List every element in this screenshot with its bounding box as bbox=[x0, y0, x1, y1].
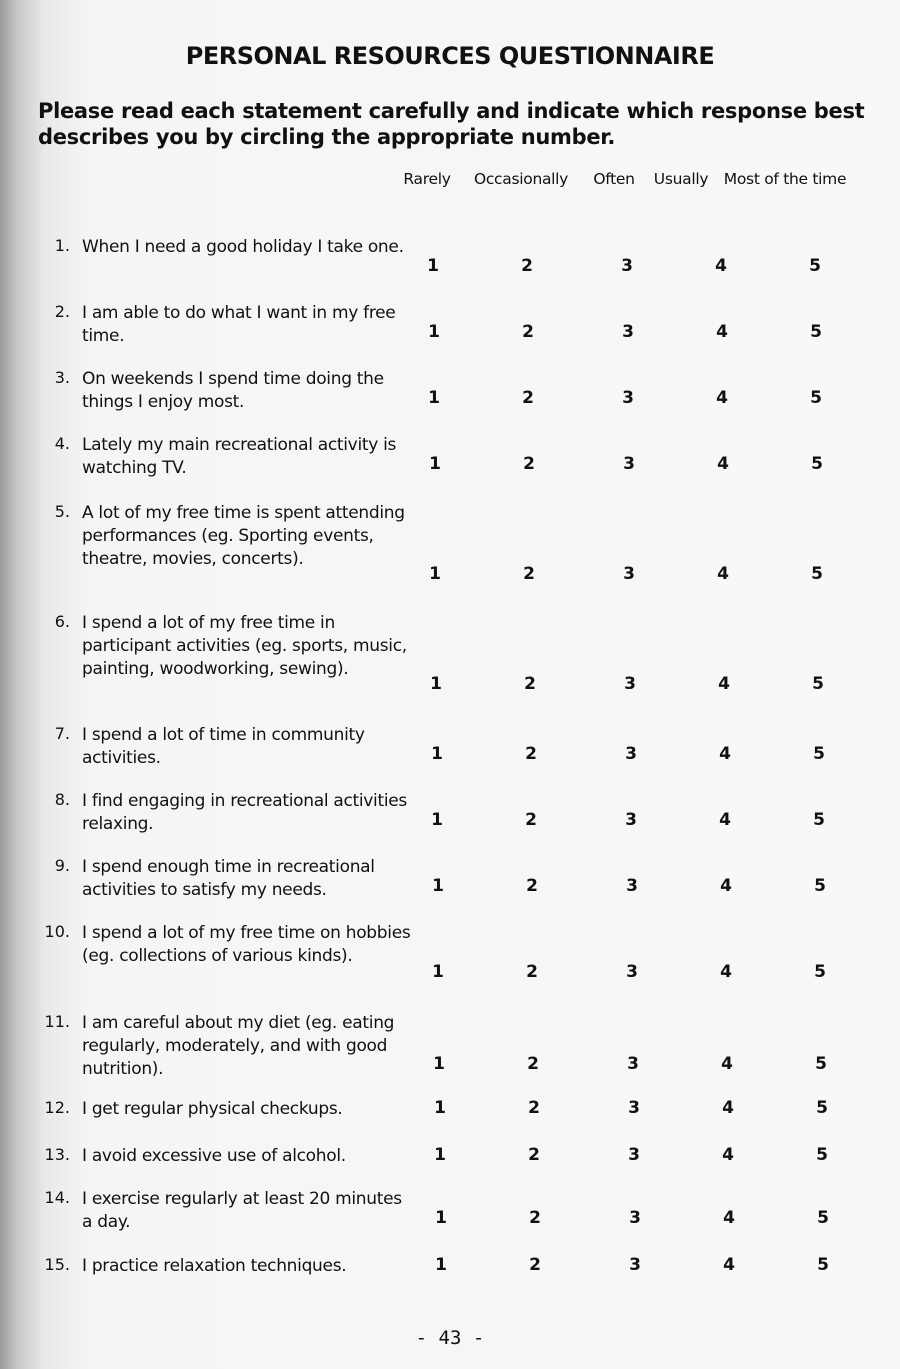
question-number: 1. bbox=[54, 236, 70, 255]
response-option-4[interactable]: 4 bbox=[716, 388, 728, 408]
response-option-1[interactable]: 1 bbox=[431, 810, 443, 830]
response-option-3[interactable]: 3 bbox=[623, 564, 635, 584]
response-option-2[interactable]: 2 bbox=[525, 810, 537, 830]
question-number: 4. bbox=[54, 434, 70, 453]
response-option-5[interactable]: 5 bbox=[812, 674, 824, 694]
response-option-5[interactable]: 5 bbox=[813, 744, 825, 764]
response-option-5[interactable]: 5 bbox=[814, 962, 826, 982]
response-option-4[interactable]: 4 bbox=[722, 1145, 734, 1165]
response-option-3[interactable]: 3 bbox=[629, 1255, 641, 1275]
response-option-1[interactable]: 1 bbox=[428, 322, 440, 342]
response-option-5[interactable]: 5 bbox=[816, 1098, 828, 1118]
response-option-3[interactable]: 3 bbox=[626, 962, 638, 982]
question-number: 13. bbox=[44, 1145, 70, 1164]
response-option-3[interactable]: 3 bbox=[629, 1208, 641, 1228]
response-option-1[interactable]: 1 bbox=[427, 256, 439, 276]
response-option-1[interactable]: 1 bbox=[432, 962, 444, 982]
response-option-2[interactable]: 2 bbox=[527, 1054, 539, 1074]
response-option-4[interactable]: 4 bbox=[717, 564, 729, 584]
response-option-3[interactable]: 3 bbox=[623, 454, 635, 474]
response-option-4[interactable]: 4 bbox=[719, 744, 731, 764]
response-option-5[interactable]: 5 bbox=[809, 256, 821, 276]
response-option-1[interactable]: 1 bbox=[434, 1098, 446, 1118]
response-option-3[interactable]: 3 bbox=[622, 388, 634, 408]
question-number: 15. bbox=[44, 1255, 70, 1274]
question-number: 9. bbox=[54, 856, 70, 875]
response-option-5[interactable]: 5 bbox=[810, 322, 822, 342]
response-option-2[interactable]: 2 bbox=[522, 388, 534, 408]
scale-label-occasionally: Occasionally bbox=[473, 170, 569, 188]
response-option-1[interactable]: 1 bbox=[435, 1255, 447, 1275]
response-option-2[interactable]: 2 bbox=[528, 1145, 540, 1165]
response-option-2[interactable]: 2 bbox=[524, 674, 536, 694]
response-option-4[interactable]: 4 bbox=[720, 876, 732, 896]
question-number: 5. bbox=[54, 502, 70, 521]
question-statement: I spend enough time in recreational activities to satisfy my needs. bbox=[82, 857, 375, 900]
question-number: 11. bbox=[44, 1012, 70, 1031]
response-option-5[interactable]: 5 bbox=[816, 1145, 828, 1165]
response-option-4[interactable]: 4 bbox=[718, 674, 730, 694]
response-option-4[interactable]: 4 bbox=[715, 256, 727, 276]
response-option-1[interactable]: 1 bbox=[432, 876, 444, 896]
response-option-3[interactable]: 3 bbox=[622, 322, 634, 342]
question-number: 10. bbox=[44, 922, 70, 941]
response-option-1[interactable]: 1 bbox=[434, 1145, 446, 1165]
response-option-5[interactable]: 5 bbox=[817, 1255, 829, 1275]
question-statement: On weekends I spend time doing the things I enjoy most. bbox=[82, 369, 384, 412]
response-option-4[interactable]: 4 bbox=[716, 322, 728, 342]
response-option-2[interactable]: 2 bbox=[529, 1208, 541, 1228]
response-option-4[interactable]: 4 bbox=[720, 962, 732, 982]
question-statement: I practice relaxation techniques. bbox=[82, 1256, 347, 1276]
question-statement: Lately my main recreational activity is watching TV. bbox=[82, 435, 397, 478]
question-number: 3. bbox=[54, 368, 70, 387]
response-option-1[interactable]: 1 bbox=[433, 1054, 445, 1074]
response-option-5[interactable]: 5 bbox=[814, 876, 826, 896]
question-number: 2. bbox=[54, 302, 70, 321]
scale-label-often: Often bbox=[593, 170, 635, 188]
response-option-5[interactable]: 5 bbox=[815, 1054, 827, 1074]
question-statement: I avoid excessive use of alcohol. bbox=[82, 1146, 346, 1166]
response-option-3[interactable]: 3 bbox=[626, 876, 638, 896]
question-statement: When I need a good holiday I take one. bbox=[82, 237, 404, 257]
response-option-5[interactable]: 5 bbox=[811, 564, 823, 584]
response-option-2[interactable]: 2 bbox=[525, 744, 537, 764]
question-number: 7. bbox=[54, 724, 70, 743]
response-option-4[interactable]: 4 bbox=[722, 1098, 734, 1118]
response-option-1[interactable]: 1 bbox=[431, 744, 443, 764]
response-option-3[interactable]: 3 bbox=[621, 256, 633, 276]
response-option-2[interactable]: 2 bbox=[522, 322, 534, 342]
question-number: 14. bbox=[44, 1188, 70, 1207]
scale-label-rarely: Rarely bbox=[403, 170, 451, 188]
question-statement: I spend a lot of my free time on hobbies (eg. collections of various kinds). bbox=[82, 923, 411, 966]
question-statement: I find engaging in recreational activities relaxing. bbox=[82, 791, 407, 834]
response-option-3[interactable]: 3 bbox=[628, 1145, 640, 1165]
questionnaire-title: PERSONAL RESOURCES QUESTIONNAIRE bbox=[185, 42, 715, 70]
response-option-2[interactable]: 2 bbox=[529, 1255, 541, 1275]
question-number: 8. bbox=[54, 790, 70, 809]
response-option-5[interactable]: 5 bbox=[810, 388, 822, 408]
response-option-4[interactable]: 4 bbox=[721, 1054, 733, 1074]
question-number: 12. bbox=[44, 1098, 70, 1117]
response-option-2[interactable]: 2 bbox=[528, 1098, 540, 1118]
response-option-4[interactable]: 4 bbox=[719, 810, 731, 830]
question-statement: I spend a lot of my free time in participant activities (eg. sports, music, painting, woodworking, sewing). bbox=[82, 613, 407, 679]
scale-label-most-of-the-time: Most of the time bbox=[723, 170, 847, 188]
question-statement: I spend a lot of time in community activities. bbox=[82, 725, 365, 768]
response-option-1[interactable]: 1 bbox=[430, 674, 442, 694]
response-option-5[interactable]: 5 bbox=[813, 810, 825, 830]
response-option-2[interactable]: 2 bbox=[523, 564, 535, 584]
response-option-1[interactable]: 1 bbox=[435, 1208, 447, 1228]
response-option-2[interactable]: 2 bbox=[521, 256, 533, 276]
response-option-1[interactable]: 1 bbox=[428, 388, 440, 408]
response-option-4[interactable]: 4 bbox=[723, 1208, 735, 1228]
response-option-3[interactable]: 3 bbox=[625, 744, 637, 764]
response-option-2[interactable]: 2 bbox=[526, 962, 538, 982]
instructions-text: Please read each statement carefully and indicate which response best describes you by circling the appropriate number. bbox=[38, 99, 865, 149]
question-statement: I am able to do what I want in my free time. bbox=[82, 303, 396, 346]
response-option-1[interactable]: 1 bbox=[429, 454, 441, 474]
question-statement: I get regular physical checkups. bbox=[82, 1099, 343, 1119]
response-option-5[interactable]: 5 bbox=[817, 1208, 829, 1228]
response-option-3[interactable]: 3 bbox=[625, 810, 637, 830]
response-option-3[interactable]: 3 bbox=[624, 674, 636, 694]
question-number: 6. bbox=[54, 612, 70, 631]
response-option-2[interactable]: 2 bbox=[526, 876, 538, 896]
response-option-2[interactable]: 2 bbox=[523, 454, 535, 474]
response-option-1[interactable]: 1 bbox=[429, 564, 441, 584]
question-statement: A lot of my free time is spent attending performances (eg. Sporting events, theatre, movies, concerts). bbox=[82, 503, 405, 569]
response-option-3[interactable]: 3 bbox=[627, 1054, 639, 1074]
page-number: - 43 - bbox=[415, 1327, 485, 1349]
response-option-4[interactable]: 4 bbox=[723, 1255, 735, 1275]
response-option-4[interactable]: 4 bbox=[717, 454, 729, 474]
scale-label-usually: Usually bbox=[653, 170, 709, 188]
response-option-5[interactable]: 5 bbox=[811, 454, 823, 474]
response-option-3[interactable]: 3 bbox=[628, 1098, 640, 1118]
question-statement: I exercise regularly at least 20 minutes a day. bbox=[82, 1189, 402, 1232]
question-statement: I am careful about my diet (eg. eating regularly, moderately, and with good nutrition). bbox=[82, 1013, 395, 1079]
